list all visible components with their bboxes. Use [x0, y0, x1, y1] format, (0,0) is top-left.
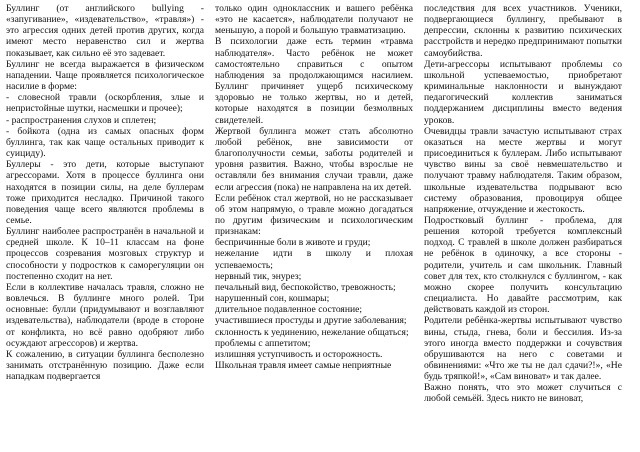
- paragraph: печальный вид, беспокойство, тревожность;: [215, 281, 396, 293]
- paragraph: Если в коллективе началась травля, сложно не вовлечься. В буллинге много ролей. Три основные: булли (придумывают и возглавляют издевательства), наблюдатели (вроде в стороне от конфликта, но всё равно одобряют либо осуждают агрессоров) и жертва.: [6, 281, 204, 349]
- paragraph: Буллинг не всегда выражается в физическом нападении. Чаще проявляется психологическое насилие в форме:: [6, 58, 204, 93]
- paragraph: - бойкота (одна из самых опасных форм буллинга, так как чаще остальных приводит к суициду).: [6, 125, 204, 160]
- paragraph: нервный тик, энурез;: [215, 270, 302, 282]
- paragraph: нарушенный сон, кошмары;: [215, 293, 330, 305]
- paragraph: Буллинг (от английского bullying - «запугивание», «издевательство», «травля») - это агрессия одних детей против других, когда имеют место неравенство сил и жертва показывает, как сильно её это задевает.: [6, 3, 204, 59]
- paragraph: Буллинг наиболее распространён в начальной и средней школе. К 10–11 классам на фоне процессов созревания мозговых структур и способности у подростков к саморегуляции он постепенно сходит на нет.: [6, 226, 204, 282]
- paragraph: последствия для всех участников. Ученики, подвергающиеся буллингу, пребывают в депрессии, склонны к развитию психических расстройств и нередко предпринимают попытки самоубийства.: [424, 3, 622, 59]
- text-column-2: [215, 3, 413, 452]
- paragraph: Важно понять, что это может случиться с любой семьёй. Здесь никто не виноват,: [424, 382, 622, 405]
- paragraph: Если ребёнок стал жертвой, но не рассказывает об этом напрямую, о травле можно догадаться по другим физическим и психологическим признакам:: [215, 192, 413, 238]
- paragraph: участившиеся простуды и другие заболевания;: [215, 315, 407, 327]
- text-column-1: [6, 3, 204, 452]
- paragraph: В психологии даже есть термин «травма наблюдателя». Часто ребёнок не может самостоятельно справиться с опытом наблюдения за продолжающимся насилием. Буллинг причиняет ущерб психическому здоровью не только жертвы, но и детей, которые находятся в позиции безмолвных свидетелей.: [215, 36, 413, 126]
- paragraph: излишняя уступчивость и осторожность.: [215, 348, 383, 360]
- paragraph: длительное подавленное состояние;: [215, 304, 363, 316]
- paragraph: К сожалению, в ситуации буллинга бесполезно занимать отстранённую позицию. Даже если нападкам подвергается: [6, 348, 204, 383]
- paragraph: склонность к уединению, нежелание общаться;: [215, 326, 409, 338]
- paragraph: Очевидцы травли зачастую испытывают страх оказаться на месте жертвы и могут присоединиться к буллерам. Либо испытывают чувство вины за своё невмешательство и получают травму наблюдателя. Таким образом, школьные издевательства подрывают всю систему образования, провоцируя общее напряжение, отчуждение и жестокость.: [424, 125, 622, 215]
- paragraph: нежелание идти в школу и плохая успеваемость;: [215, 248, 413, 271]
- paragraph: беспричинные боли в животе и груди;: [215, 237, 371, 249]
- paragraph: Школьная травля имеет самые неприятные: [215, 360, 392, 371]
- paragraph: Жертвой буллинга может стать абсолютно любой ребёнок, вне зависимости от благополучности семьи, заботы родителей и уровня развития. Важно, чтобы взрослые не оставляли без внимания случаи травли, даже если агрессия (пока) не направлена на их детей.: [215, 125, 413, 193]
- paragraph: проблемы с аппетитом;: [215, 337, 311, 349]
- paragraph: Подростковый буллинг - проблема, для решения которой требуется комплексный подход. С травлей в школе должен разбираться не ребёнок в одиночку, а все стороны - родители, учитель и сам школьник. Главный совет для тех, кто столкнулся с буллингом, - как можно скорее получить консультацию специалиста. Но давайте рассмотрим, как действовать каждой из сторон.: [424, 214, 622, 316]
- text-column-3: [424, 3, 622, 452]
- paragraph: Буллеры - это дети, которые выступают агрессорами. Хотя в процессе буллинга они находятся в позиции силы, на деле буллерам тоже приходится несладко. Причиной такого поведения чаще всего являются проблемы в семье.: [6, 159, 204, 226]
- paragraph: только один одноклассник и вашего ребёнка «это не касается», наблюдатели получают не меньшую, а порой и большую травматизацию.: [215, 3, 413, 37]
- paragraph: Родители ребёнка-жертвы испытывают чувство вины, стыда, гнева, боли и бессилия. Из-за этого иногда вместо поддержки и сочувствия обрушиваются на него с советами и обвинениями: «Что же ты не дал сдачи?!», «Не будь тряпкой!», «Сам виноват» и так далее.: [424, 315, 622, 383]
- paragraph: Дети-агрессоры испытывают проблемы со школьной успеваемостью, приобретают криминальные наклонности и вынуждают педагогический коллектив заниматься поддержанием дисциплины вместо ведения уроков.: [424, 58, 622, 126]
- paragraph: - распространения слухов и сплетен;: [6, 114, 157, 126]
- paragraph: - словесной травли (оскорбления, злые и непристойные шутки, насмешки и прочее);: [6, 92, 204, 115]
